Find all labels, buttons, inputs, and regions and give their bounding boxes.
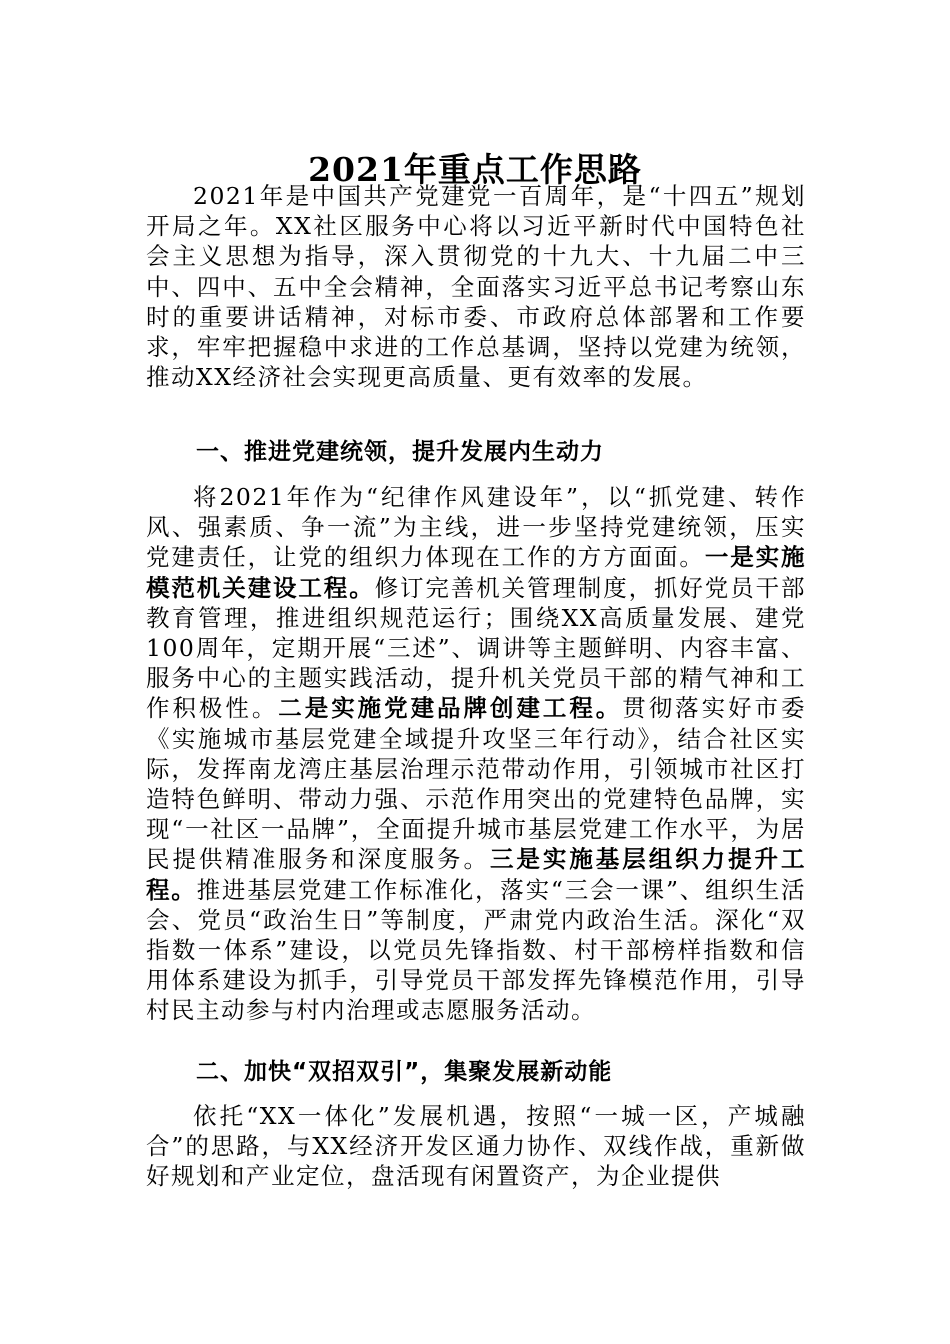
section-1-heading: 一、推进党建统领，提升发展内生动力 bbox=[196, 439, 604, 465]
section-1-paragraph bbox=[146, 482, 806, 1026]
item-1-title: 一是实施模范机关建设工程。 bbox=[146, 543, 807, 602]
item-2-title: 二是实施党建品牌创建工程。 bbox=[278, 694, 623, 723]
section-2-heading: 二、加快“双招双引”，集聚发展新动能 bbox=[196, 1059, 613, 1085]
item-3-title: 三是实施基层组织力提升工程。 bbox=[146, 845, 807, 904]
item-1-text: 修订完善机关管理制度，抓好党员干部教育管理，推进组织规范运行；围绕XX高质量发展、建党100周年，定期开展“三述”、调讲等主题鲜明、内容丰富、服务中心的主题实践活动，提升机关党员干部的精气神和工作积极性。 bbox=[146, 573, 807, 723]
item-3-text: 推进基层党建工作标准化，落实“三会一课”、组织生活会、党员“政治生日”等制度，严肃党内政治生活。深化“双指数一体系”建设，以党员先锋指数、村干部榜样指数和信用体系建设为抓手，引导党员干部发挥先锋模范作用，引导村民主动参与村内治理或志愿服务活动。 bbox=[146, 875, 807, 1025]
section-1-lead: 将2021年作为“纪律作风建设年”，以“抓党建、转作风、强素质、争一流”为主线，进一步坚持党建统领，压实党建责任，让党的组织力体现在工作的方方面面。 bbox=[146, 483, 806, 572]
item-2-text: 贯彻落实好市委《实施城市基层党建全域提升攻坚三年行动》，结合社区实际，发挥南龙湾庄基层治理示范带动作用，引领城市社区打造特色鲜明、带动力强、示范作用突出的党建特色品牌，实现“一社区一品牌”，全面提升城市基层党建工作水平，为居民提供精准服务和深度服务。 bbox=[146, 694, 807, 874]
document-title: 2021年重点工作思路 bbox=[308, 150, 642, 190]
section-2-paragraph: 依托“XX一体化”发展机遇，按照“一城一区，产城融合”的思路，与XX经济开发区通力协作、双线作战，重新做好规划和产业定位，盘活现有闲置资产，为企业提供 bbox=[146, 1102, 806, 1191]
intro-paragraph: 2021年是中国共产党建党一百周年，是“十四五”规划开局之年。XX社区服务中心将以习近平新时代中国特色社会主义思想为指导，深入贯彻党的十九大、十九届二中三中、四中、五中全会精神，全面落实习近平总书记考察山东时的重要讲话精神，对标市委、市政府总体部署和工作要求，牢牢把握稳中求进的工作总基调，坚持以党建为统领，推动XX经济社会实现更高质量、更有效率的发展。 bbox=[146, 182, 806, 392]
